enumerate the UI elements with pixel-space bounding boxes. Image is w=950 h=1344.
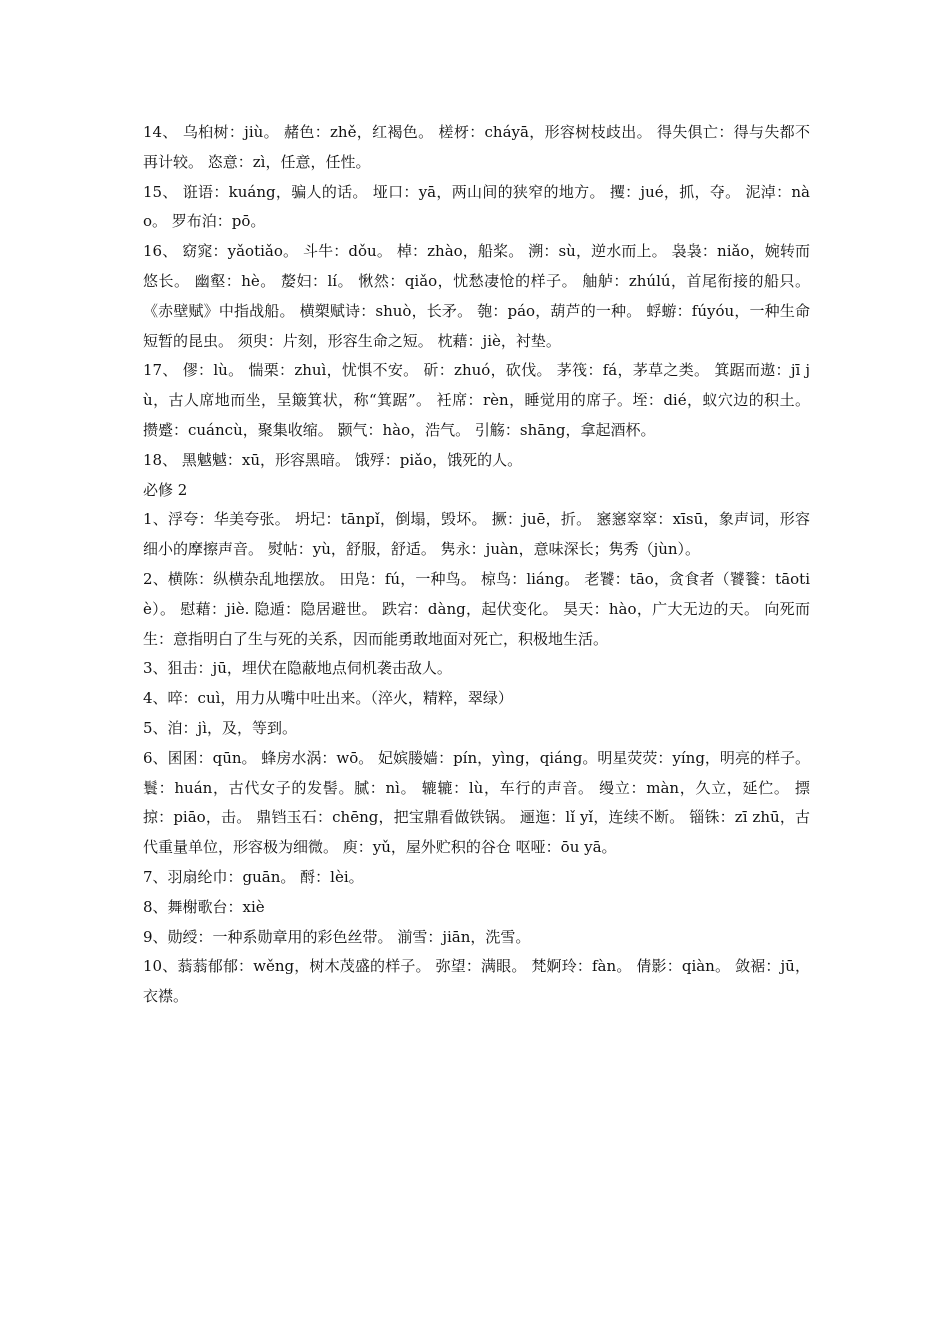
vocab-entry-14: 14、 乌桕树：jiù。 赭色：zhě，红褐色。 槎枒：cháyā，形容树枝歧出。 得失俱亡：得与失都不再计较。 恣意：zì，任意，任性。 [143,123,810,171]
vocab-entry-8: 8、舞榭歌台：xiè [143,897,265,916]
document-page [143,118,810,1012]
vocab-entry-1: 1、浮夸：华美夸张。 坍圮：tānpǐ，倒塌，毁坏。 撅：juē，折。 窸窸窣窣：xīsū，象声词，形容细小的摩擦声音。 熨帖：yù，舒服，舒适。 隽永：juàn，意味深长；隽秀（jùn）。 [143,510,810,559]
section-heading: 必修 2 [143,480,188,499]
vocab-entry-3: 3、狙击：jū，埋伏在隐蔽地点伺机袭击敌人。 [143,659,452,678]
vocab-entry-9: 9、勋绶：一种系勋章用的彩色丝带。 湔雪：jiān，洗雪。 [143,927,531,946]
vocab-entry-5: 5、洎：jì，及，等到。 [143,718,297,737]
vocab-entry-15: 15、 诳语：kuáng，骗人的话。 垭口：yā，两山间的狭窄的地方。 攫：jué，抓，夺。 泥淖：nào。 罗布泊：pō。 [143,182,810,231]
vocab-entry-10: 10、蓊蓊郁郁：wěng，树木茂盛的样子。 弥望：满眼。 梵婀玲：fàn。 倩影：qiàn。 敛裾：jū，衣襟。 [143,957,810,1006]
vocab-entry-6: 6、囷囷：qūn。 蜂房水涡：wō。 妃嫔媵嫱：pín，yìng，qiáng。明星荧荧：yíng，明亮的样子。 鬟：huán，古代女子的发髻。腻：nì。 辘辘：lù，车行的声音。 缦立：màn，久立，延伫。 摽掠：piāo，击。 鼎铛玉石：chēng，把宝鼎看做铁锅。 逦迤：lǐ yǐ，连续不断。 锱铢：zī zhū，古代重量单位，形容极为细微。 庾：yǔ，屋外贮积的谷仓 呕哑：ōu yā。 [143,748,810,857]
vocab-entry-2: 2、横陈：纵横杂乱地摆放。 田凫：fú，一种鸟。 椋鸟：liáng。 老饕：tāo，贪食者（饕餮：tāotiè）。 慰藉：jiè. 隐遁：隐居避世。 跌宕：dàng，起伏变化。 昊天：hào，广大无边的天。 向死而生：意指明白了生与死的关系，因而能勇敢地面对死亡，积极地生活。 [143,569,810,648]
vocab-entry-4: 4、啐：cuì，用力从嘴中吐出来。（淬火，精粹，翠绿） [143,689,513,708]
vocab-entry-16: 16、 窈窕：yǎotiǎo。 斗牛：dǒu。 棹：zhào，船桨。 溯：sù，逆水而上。 袅袅：niǎo，婉转而悠长。 幽壑：hè。 嫠妇：lí。 愀然：qiǎo，忧愁凄怆的样子。 舳舻：zhúlú，首尾衔接的船只。《赤壁赋》中指战船。 横槊赋诗：shuò，长矛。 匏：páo，葫芦的一种。 蜉蝣：fúyóu，一种生命短暂的昆虫。 须臾：片刻，形容生命之短。 枕藉：jiè，衬垫。 [143,242,810,350]
vocab-entry-7: 7、羽扇纶巾：guān。 酹：lèi。 [143,867,364,886]
vocab-entry-17: 17、 僇：lù。 惴栗：zhuì，忧惧不安。 斫：zhuó，砍伐。 茅筏：fá，茅草之类。 箕踞而遨：jī jù，古人席地而坐，呈簸箕状，称“箕踞”。 衽席：rèn，睡觉用的席子。垤：dié，蚁穴边的积土。 攒蹙：cuáncù，聚集收缩。 颢气：hào，浩气。 引觞：shāng，拿起酒杯。 [143,361,810,439]
vocab-entry-18: 18、 黑魆魆：xū，形容黑暗。 饿殍：piǎo，饿死的人。 [143,450,523,469]
